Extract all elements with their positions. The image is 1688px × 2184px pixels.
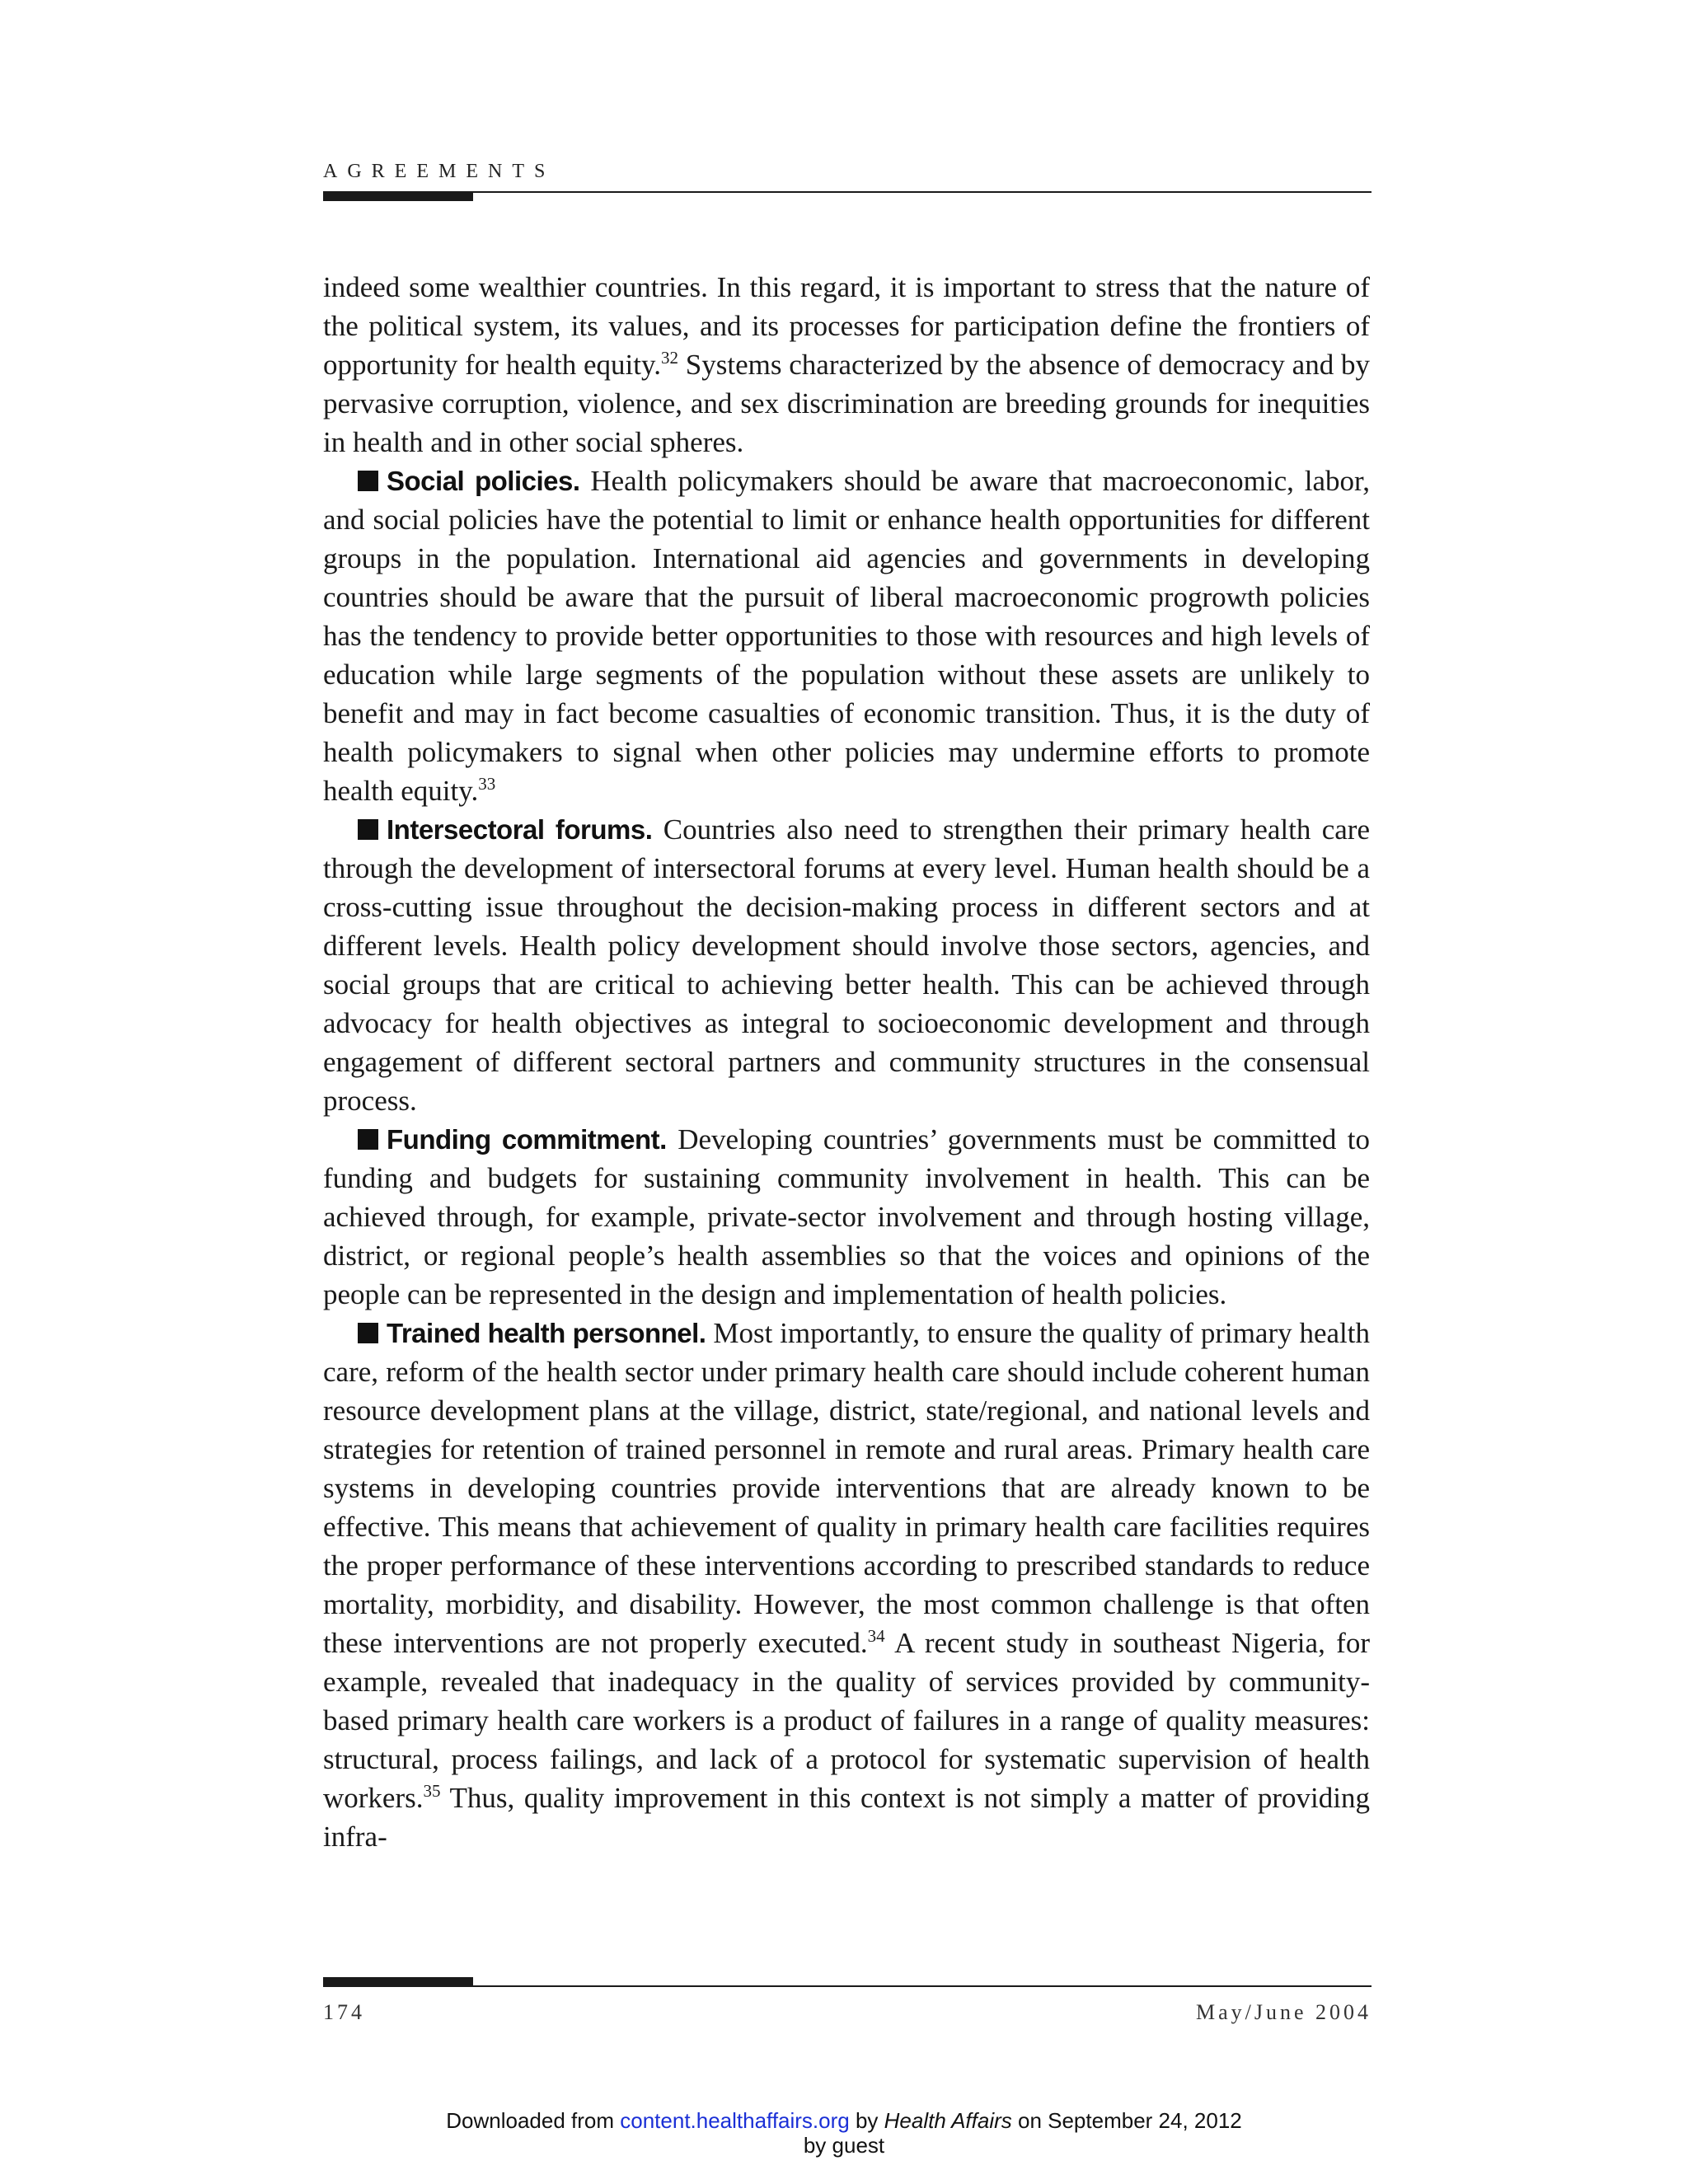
footnote-ref: 32 <box>660 348 678 368</box>
run-in-heading: Funding commitment. <box>387 1124 667 1155</box>
header-rule-accent <box>323 191 473 201</box>
download-notice-line-1: Downloaded from content.healthaffairs.org by Health Affairs on September 24, 2012 <box>446 2108 1242 2133</box>
article-body <box>323 268 1370 1856</box>
run-in-heading: Social policies. <box>387 466 580 496</box>
download-notice <box>349 2108 1339 2158</box>
footnote-ref: 33 <box>478 774 496 794</box>
download-notice-line-2: by guest <box>803 2133 885 2158</box>
square-bullet-icon <box>358 471 378 491</box>
square-bullet-icon <box>358 1129 378 1150</box>
footer-rule <box>323 1985 1372 1987</box>
section-label: agreements <box>323 153 556 184</box>
source-link[interactable]: content.healthaffairs.org <box>620 2108 850 2133</box>
running-header <box>323 153 1372 204</box>
header-rule <box>323 191 1372 193</box>
paragraph-funding-commitment: Funding commitment. Developing countries’ governments must be committed to funding and budgets for sustaining community involvement in health. This can be achieved through, for example, private-sector involvement and through hosting village, district, or regional people’s health assemblies so that the voices and opinions of the people can be represented in the design and implementation of health policies. <box>323 1123 1370 1310</box>
footnote-ref: 35 <box>423 1781 441 1801</box>
journal-name: Health Affairs <box>884 2108 1012 2133</box>
page-number: 174 <box>323 2000 365 2024</box>
square-bullet-icon <box>358 1323 378 1343</box>
issue-date: May/June 2004 <box>1195 2000 1372 2024</box>
square-bullet-icon <box>358 819 378 840</box>
paragraph-trained-health-personnel: Trained health personnel. Most importantly, to ensure the quality of primary health care, reform of the health sector under primary health care should include coherent human resource development plans at the village, district, state/regional, and national levels and strategies for retention of trained personnel in remote and rural areas. Primary health care systems in developing countries provide interventions that are already known to be effective. This means that achievement of quality in primary health care facilities requires the proper performance of these interventions according to prescribed standards to reduce mortality, morbidity, and disability. However, the most common challenge is that often these interventions are not properly executed.$^{34}$ A recent study in southeast Nigeria, for example, revealed that inadequacy in the quality of services provided by community-based primary health care workers is a product of failures in a range of quality measures: structural, process failings, and lack of a protocol for systematic supervision of health workers.$^{35}$ Thus, quality improvement in this context is not simply a matter of providing infra- <box>323 1317 1370 1853</box>
paragraph-social-policies: Social policies. Health policymakers should be aware that macroeconomic, labor, and social policies have the potential to limit or enhance health opportunities for different groups in the population. International aid agencies and governments in developing countries should be aware that the pursuit of liberal macroeconomic progrowth policies has the tendency to provide better opportunities to those with resources and high levels of education while large segments of the population without these assets are unlikely to benefit and may in fact become casualties of economic transition. Thus, it is the duty of health policymakers to signal when other policies may undermine efforts to promote health equity.$^{33}$ <box>323 465 1370 807</box>
run-in-heading: Intersectoral forums. <box>387 814 653 845</box>
paragraph-intersectoral-forums: Intersectoral forums. Countries also need to strengthen their primary health care through the development of intersectoral forums at every level. Human health should be a cross-cutting issue throughout the decision-making process in different sectors and at different levels. Health policy development should involve those sectors, agencies, and social groups that are critical to achieving better health. This can be achieved through advocacy for health objectives as integral to socioeconomic development and through engagement of different sectoral partners and community structures in the consensual process. <box>323 813 1371 1117</box>
paragraph-political-system: indeed some wealthier countries. In this regard, it is important to stress that the nature of the political system, its values, and its processes for participation define the frontiers of opportunity for health equity.$^{32}$ Systems characterized by the absence of democracy and by pervasive corruption, violence, and sex discrimination are breeding grounds for inequities in health and in other social spheres. <box>323 271 1370 458</box>
page-footer <box>323 1977 1372 2027</box>
footnote-ref: 34 <box>867 1626 885 1646</box>
run-in-heading: Trained health personnel. <box>387 1318 706 1348</box>
